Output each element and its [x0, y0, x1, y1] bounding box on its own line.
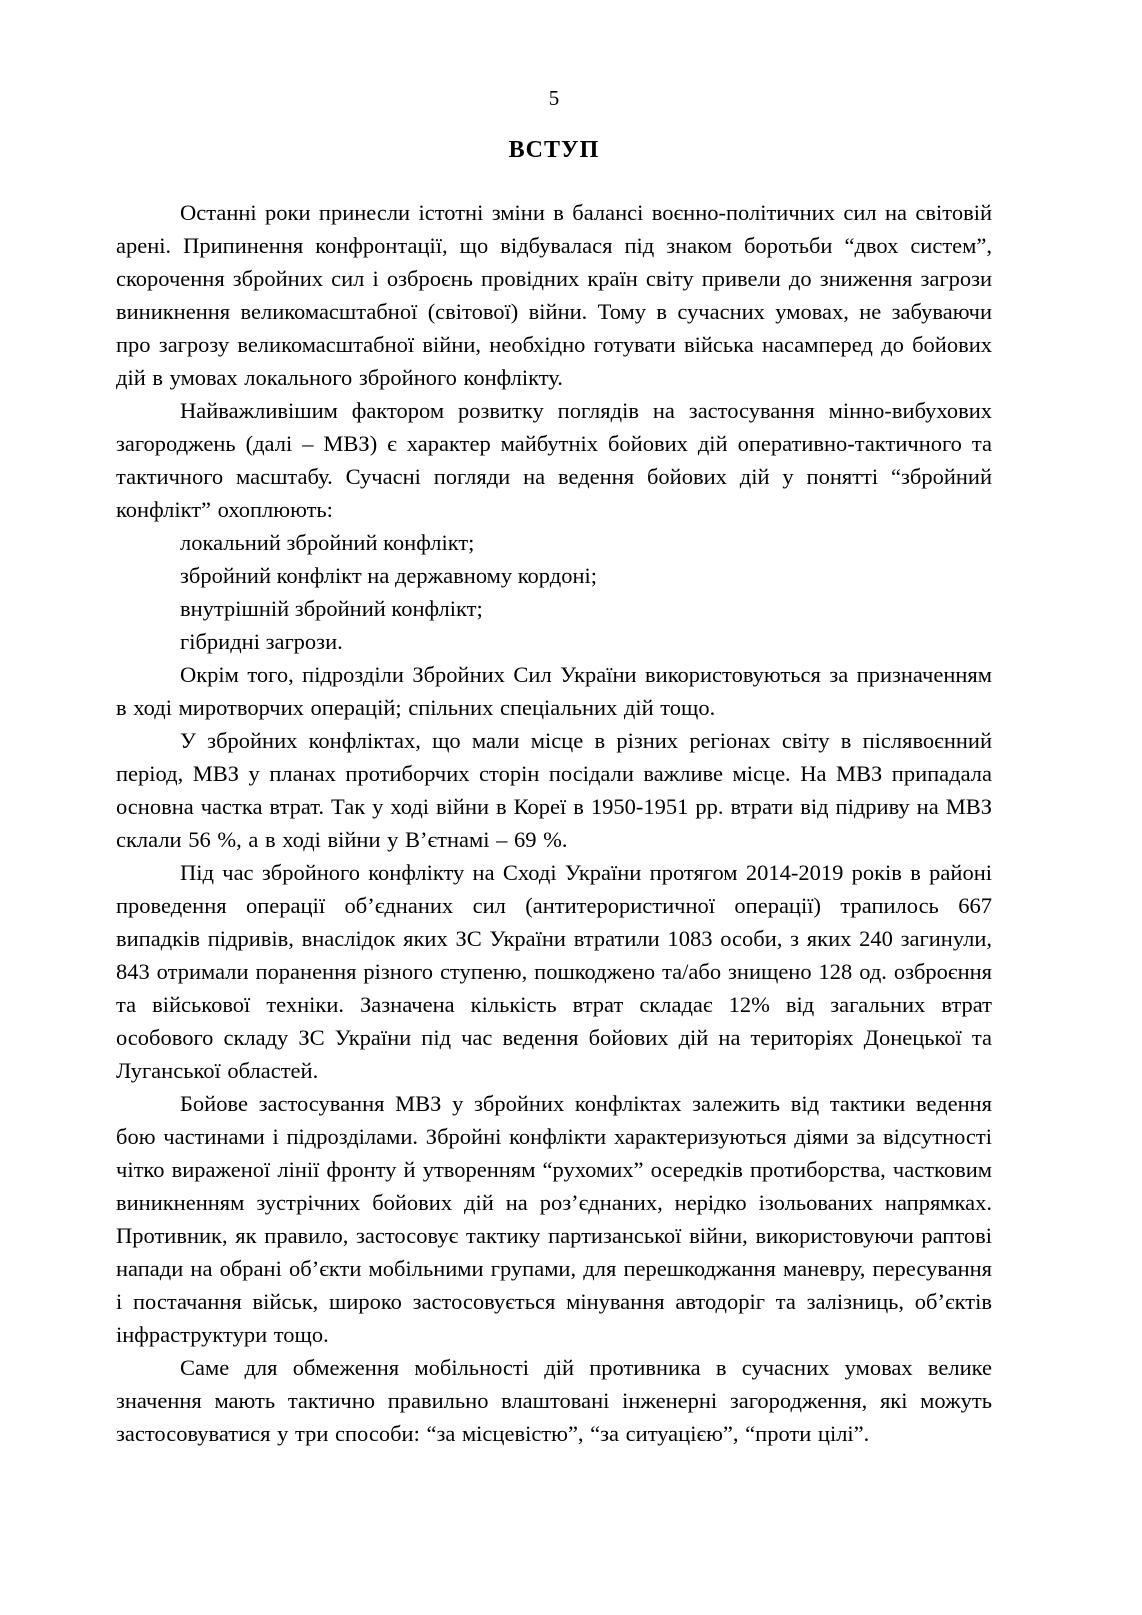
paragraph-engineering-obstacles: Саме для обмеження мобільності дій противника в сучасних умовах велике значення мають тактично правильно влаштовані інженерні загородження, які можуть застосовуватися у три способи: “за місцевістю”, “за ситуацією”, “проти цілі”. — [116, 1355, 992, 1446]
paragraph-combat-application: Бойове застосування МВЗ у збройних конфліктах залежить від тактики ведення бою частинами і підрозділами. Збройні конфлікти характеризуються діями за відсутності чітко вираженої лінії фронту й утворенням “рухомих” осередків протиборства, частковим виникненням зустрічних бойових дій на роз’єднаних, нерідко ізольованих напрямках. Противник, як правило, застосовує тактику партизанської війни, використовуючи раптові напади на обрані об’єкти мобільними групами, для перешкоджання маневру, пересування і постачання військ, широко застосовується мінування автодоріг та залізниць, об’єктів інфраструктури тощо. — [116, 1091, 992, 1347]
paragraph-mvz-factor: Найважливішим фактором розвитку поглядів на застосування мінно-вибухових загороджень (далі – МВЗ) є характер майбутніх бойових дій оперативно-тактичного та тактичного масштабу. Сучасні погляди на ведення бойових дій у понятті “збройний конфлікт” охоплюють: — [116, 398, 992, 522]
list-item-hybrid-threats: гібридні загрози. — [180, 629, 343, 654]
paragraph-intro: Останні роки принесли істотні зміни в балансі воєнно-політичних сил на світовій арені. Припинення конфронтації, що відбувалася під знаком боротьби “двох систем”, скорочення збройних сил і озброєнь провідних країн світу привели до зниження загрози виникнення великомасштабної (світової) війни. Тому в сучасних умовах, не забуваючи про загрозу великомасштабної війни, необхідно готувати війська насамперед до бойових дій в умовах локального збройного конфлікту. — [116, 200, 992, 390]
paragraph-postwar-losses: У збройних конфліктах, що мали місце в різних регіонах світу в післявоєнний період, МВЗ у планах протиборчих сторін посідали важливе місце. На МВЗ припадала основна частка втрат. Так у ході війни в Кореї в 1950-1951 рр. втрати від підриву на МВЗ склали 56 %, а в ході війни у В’єтнамі – 69 %. — [116, 728, 992, 852]
list-item-border-conflict: збройний конфлікт на державному кордоні; — [180, 563, 597, 588]
page-number: 5 — [548, 86, 560, 110]
list-item-local-conflict: локальний збройний конфлікт; — [180, 530, 475, 555]
page-title: ВСТУП — [508, 137, 600, 163]
paragraph-peacekeeping: Окрім того, підрозділи Збройних Сил України використовуються за призначенням в ході миротворчих операцій; спільних спеціальних дій тощо. — [116, 662, 992, 720]
list-item-internal-conflict: внутрішній збройний конфлікт; — [180, 596, 483, 621]
paragraph-east-ukraine-statistics: Під час збройного конфлікту на Сході України протягом 2014-2019 років в районі проведення операції об’єднаних сил (антитерористичної операції) трапилось 667 випадків підривів, внаслідок яких ЗС України втратили 1083 особи, з яких 240 загинули, 843 отримали поранення різного ступеню, пошкоджено та/або знищено 128 од. озброєння та військової техніки. Зазначена кількість втрат складає 12% від загальних втрат особового складу ЗС України під час ведення бойових дій на територіях Донецької та Луганської областей. — [116, 860, 992, 1083]
